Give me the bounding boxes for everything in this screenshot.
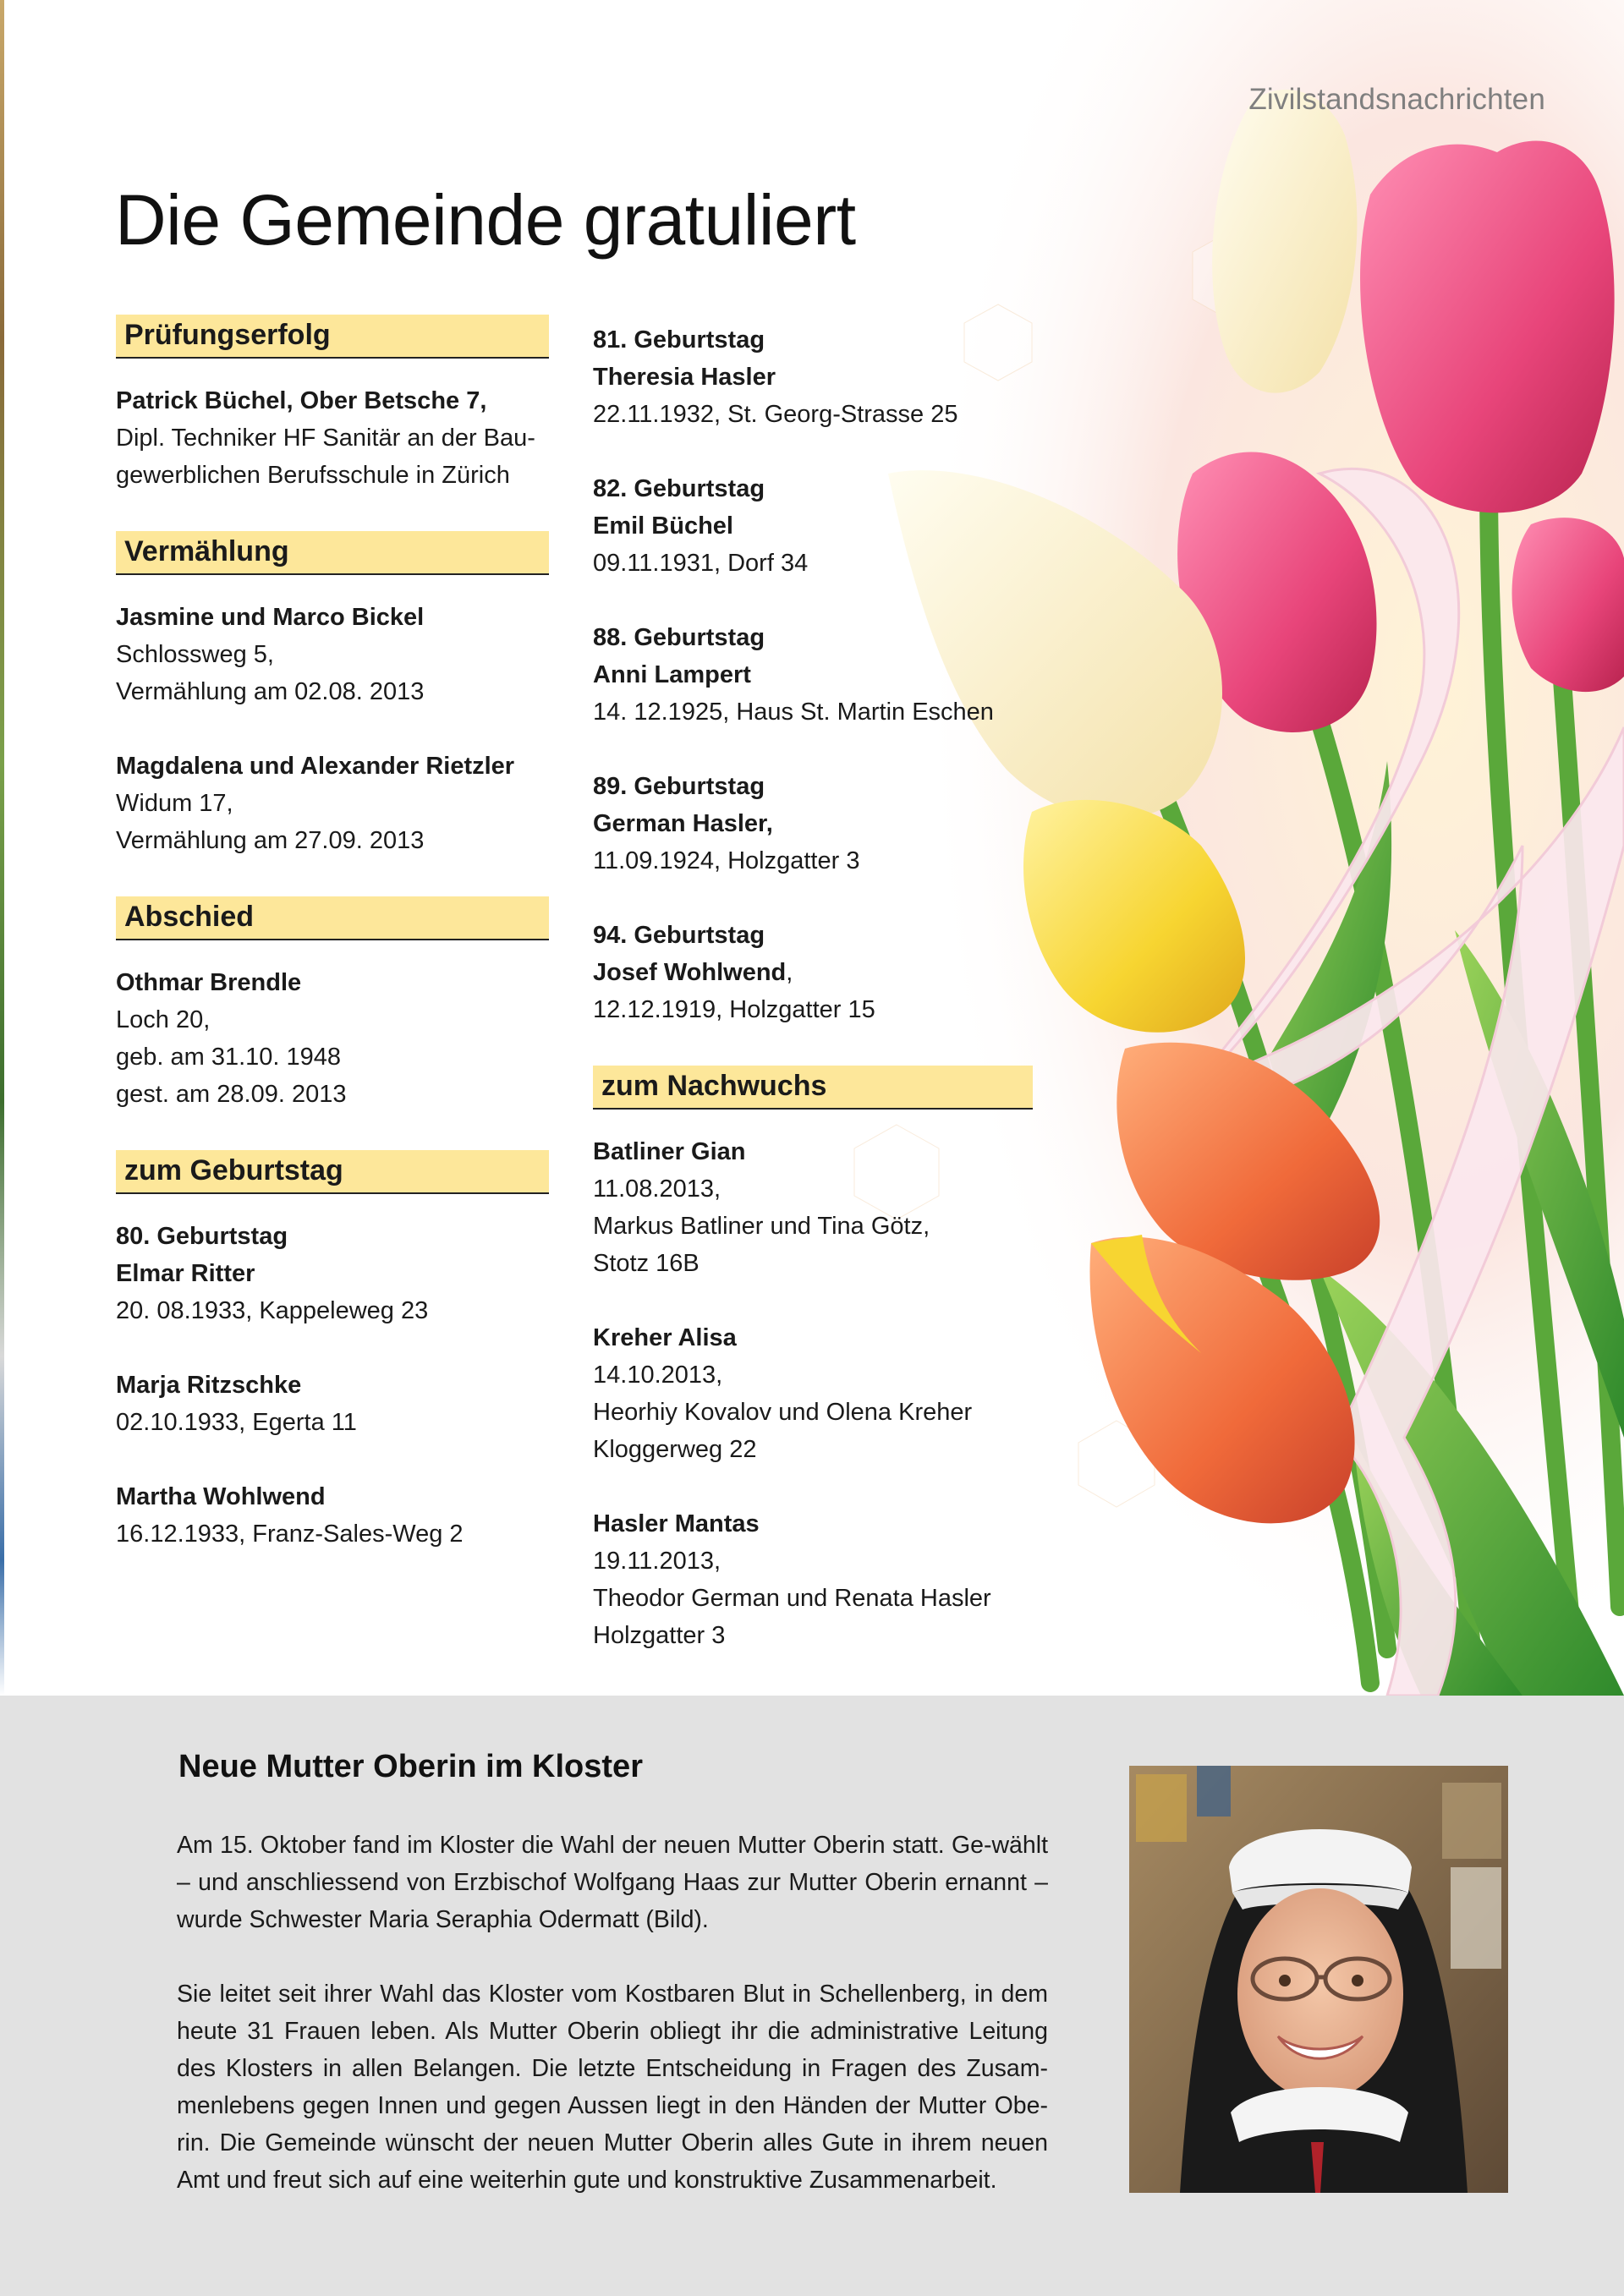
heading-vermaehlung: Vermählung: [116, 531, 549, 575]
list-item: [116, 964, 549, 1113]
list-item: [593, 1505, 1033, 1654]
entry-line: Vermählung am 27.09. 2013: [116, 827, 425, 854]
entry-line: Widum 17,: [116, 790, 233, 817]
left-column: [116, 315, 549, 1590]
entry-name: German Hasler,: [593, 810, 773, 837]
entry-line: 12.12.1919, Holzgatter 15: [593, 996, 875, 1023]
list-item: [593, 1133, 1033, 1282]
section-label: Zivilstandsnachrichten: [1248, 83, 1545, 116]
birthday-label: 82. Geburtstag: [593, 475, 765, 502]
entry-name: Patrick Büchel, Ober Betsche 7,: [116, 387, 487, 414]
entry-line: Loch 20,: [116, 1006, 211, 1033]
entry-name: Kreher Alisa: [593, 1324, 737, 1351]
entry-name: Magdalena und Alexander Rietzler: [116, 753, 515, 780]
entry-line: 19.11.2013,: [593, 1548, 721, 1575]
entry-line: Vermählung am 02.08. 2013: [116, 678, 425, 705]
entry-name: Josef Wohlwend: [593, 959, 787, 986]
article-title: Neue Mutter Oberin im Kloster: [178, 1749, 643, 1784]
entry-line: Schlossweg 5,: [116, 641, 274, 668]
entry-name: Marja Ritzschke: [116, 1372, 302, 1399]
list-item: [593, 917, 1033, 1028]
entry-name: Anni Lampert: [593, 661, 751, 688]
entry-line: geb. am 31.10. 1948: [116, 1044, 342, 1071]
list-item: [116, 1218, 549, 1329]
heading-pruefungserfolg: Prüfungserfolg: [116, 315, 549, 359]
list-item: [593, 768, 1033, 879]
entry-line: gewerblichen Berufsschule in Zürich: [116, 462, 510, 489]
entry-line: Heorhiy Kovalov und Olena Kreher: [593, 1399, 973, 1426]
portrait-illustration: [1129, 1766, 1508, 2193]
list-item: [116, 382, 549, 494]
birthday-label: 88. Geburtstag: [593, 624, 765, 651]
entry-line: 14. 12.1925, Haus St. Martin Eschen: [593, 699, 994, 726]
entry-line: 02.10.1933, Egerta 11: [116, 1409, 357, 1436]
entry-name: Othmar Brendle: [116, 969, 302, 996]
entry-line: Stotz 16B: [593, 1250, 700, 1277]
entry-name: Jasmine und Marco Bickel: [116, 604, 425, 631]
birthday-label: 80. Geburtstag: [116, 1223, 288, 1250]
entry-line: 22.11.1932, St. Georg-Strasse 25: [593, 401, 958, 428]
article-paragraph: Sie leitet seit ihrer Wahl das Kloster vom Kostbaren Blut in Schellenberg, in dem heute 31 Frauen leben. Als Mutter Oberin obliegt ihr die administrative Leitung des Klosters in allen Belangen. Die letzte Entscheidung in Fragen des Zusam-menlebens gegen Innen und gegen Aussen liegt in den Händen der Mutter Obe-rin. Die Gemeinde wünscht der neuen Mutter Oberin alles Gute in ihrem neuen Amt und freut sich auf eine weiterhin gute und konstruktive Zusammenarbeit.: [177, 1981, 1048, 2194]
page-title: Die Gemeinde gratuliert: [115, 180, 856, 260]
entry-line: Markus Batliner und Tina Götz,: [593, 1213, 930, 1240]
entry-name: Martha Wohlwend: [116, 1483, 326, 1510]
list-item: [593, 619, 1033, 731]
birthday-label: 81. Geburtstag: [593, 326, 765, 353]
entry-line: 11.08.2013,: [593, 1175, 721, 1203]
birthday-label: 94. Geburtstag: [593, 922, 765, 949]
heading-geburtstag: zum Geburtstag: [116, 1150, 549, 1194]
list-item: [116, 599, 549, 710]
entry-line: 11.09.1924, Holzgatter 3: [593, 847, 860, 874]
entry-line: 20. 08.1933, Kappeleweg 23: [116, 1297, 429, 1324]
entry-line: 16.12.1933, Franz-Sales-Weg 2: [116, 1521, 464, 1548]
entry-name: Batliner Gian: [593, 1138, 746, 1165]
entry-line: gest. am 28.09. 2013: [116, 1081, 347, 1108]
heading-nachwuchs: zum Nachwuchs: [593, 1066, 1033, 1110]
heading-abschied: Abschied: [116, 896, 549, 940]
list-item: [116, 1367, 549, 1441]
middle-column: [593, 321, 1033, 1691]
entry-name: Hasler Mantas: [593, 1510, 760, 1537]
entry-line: Holzgatter 3: [593, 1622, 726, 1649]
entry-line: Theodor German und Renata Hasler: [593, 1585, 991, 1612]
entry-name: Theresia Hasler: [593, 364, 776, 391]
list-item: [116, 1478, 549, 1553]
list-item: [593, 470, 1033, 582]
entry-line: Kloggerweg 22: [593, 1436, 757, 1463]
birthday-label: 89. Geburtstag: [593, 773, 765, 800]
article-body: [177, 1827, 1048, 2236]
list-item: [593, 321, 1033, 433]
list-item: [593, 1319, 1033, 1468]
tulip-pink-large: [1360, 141, 1615, 513]
list-item: [116, 748, 549, 859]
entry-name-suffix: ,: [786, 959, 793, 986]
entry-name-row: [593, 954, 1033, 991]
nun-portrait-photo: [1129, 1766, 1508, 2193]
entry-line: 09.11.1931, Dorf 34: [593, 550, 809, 577]
entry-name: Elmar Ritter: [116, 1260, 255, 1287]
entry-line: Dipl. Techniker HF Sanitär an der Bau-: [116, 425, 535, 452]
entry-name: Emil Büchel: [593, 512, 733, 540]
article-paragraph: Am 15. Oktober fand im Kloster die Wahl der neuen Mutter Oberin statt. Ge-wählt – und anschliessend von Erzbischof Wolfgang Haas zur Mutter Oberin ernannt – wurde Schwester Maria Seraphia Odermatt (Bild).: [177, 1832, 1048, 1933]
entry-line: 14.10.2013,: [593, 1362, 723, 1389]
